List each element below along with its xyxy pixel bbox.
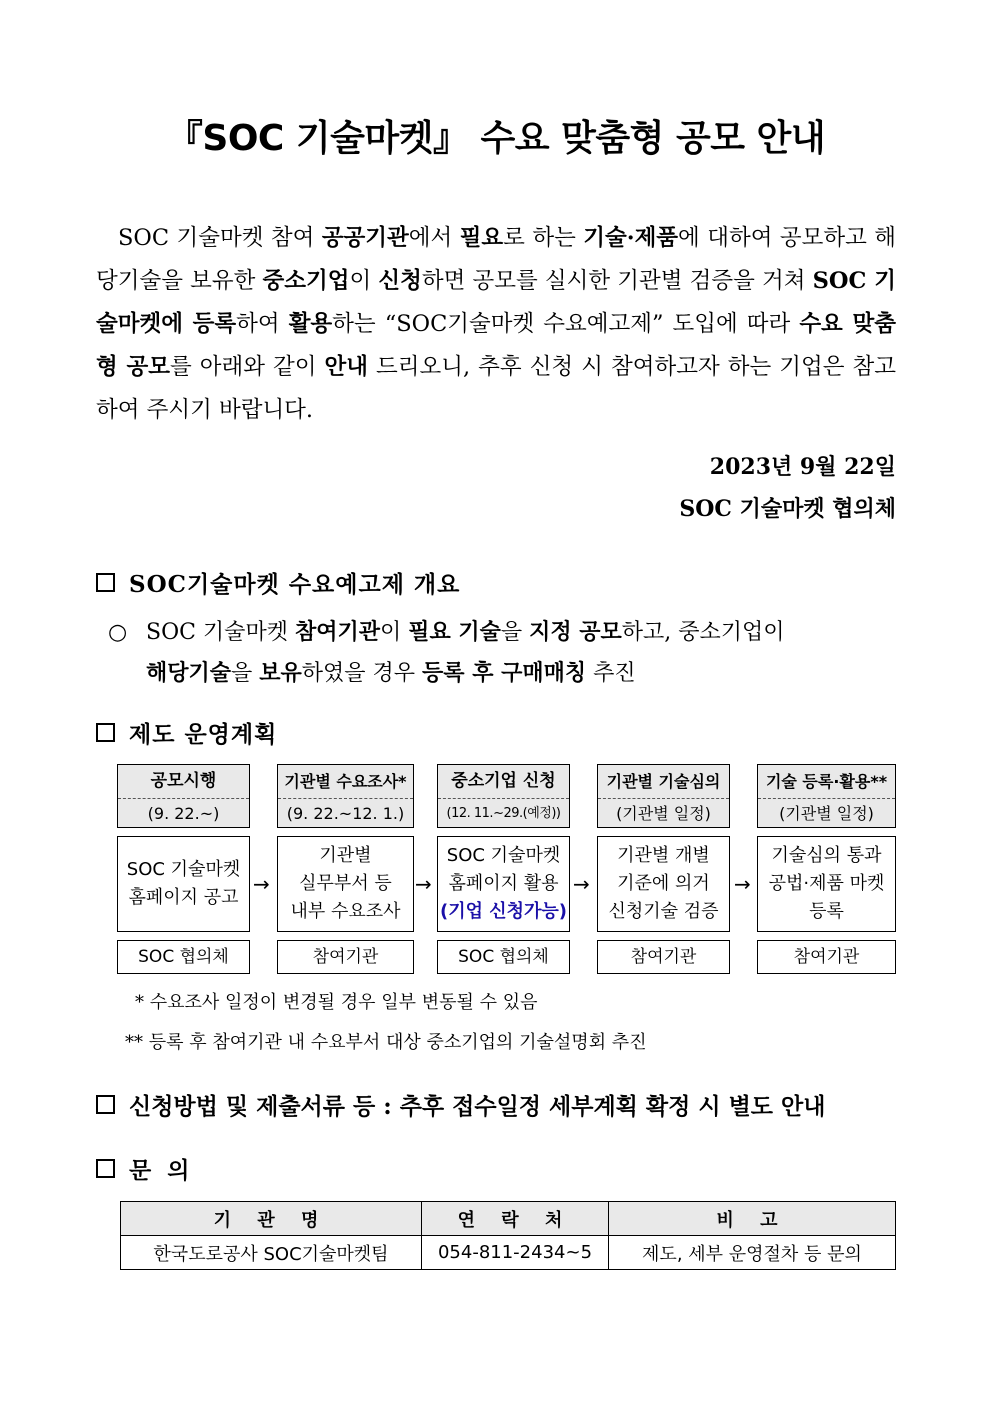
step-header [757, 764, 896, 828]
step-name: 기관별 기술심의 [598, 765, 729, 799]
issuer-org: SOC 기술마켓 협의체 [679, 496, 896, 522]
step-header [437, 764, 570, 828]
arrow-right-icon: → [573, 872, 590, 896]
step-period: (9. 22.~) [147, 804, 220, 823]
step-name: 기관별 수요조사* [278, 765, 413, 799]
step-period: (기관별 일정) [616, 804, 711, 823]
step-period: (기관별 일정) [779, 804, 874, 823]
section-plan-heading: 제도 운영계획 [96, 716, 277, 749]
footnote-2: ** 등록 후 참여기관 내 수요부서 대상 중소기업의 기술설명회 추진 [125, 1032, 647, 1053]
step-description: 기관별 개별 기준에 의거 신청기술 검증 [597, 836, 730, 932]
issue-date: 2023년 9월 22일 [709, 454, 896, 480]
step-period: (9. 22.~12. 1.) [286, 804, 405, 823]
section-overview-heading: SOC기술마켓 수요예고제 개요 [96, 566, 460, 599]
step-description: 기술심의 통과 공법·제품 마켓 등록 [757, 836, 896, 932]
arrow-right-icon: → [734, 872, 751, 896]
note-cell: 제도, 세부 운영절차 등 문의 [609, 1236, 896, 1270]
arrow-right-icon: → [415, 872, 432, 896]
step-name: 기술 등록·활용** [758, 765, 895, 799]
step-owner: 참여기관 [277, 940, 414, 974]
step-owner: 참여기관 [597, 940, 730, 974]
column-header: 기 관 명 [121, 1202, 422, 1236]
column-header: 연 락 처 [422, 1202, 609, 1236]
intro-paragraph: SOC 기술마켓 참여 공공기관에서 필요로 하는 기술·제품에 대하여 공모하고 해당기술을 보유한 중소기업이 신청하면 공모를 실시한 기관별 검증을 거쳐 SOC 기술마켓에 등록하여 활용하는 “SOC기술마켓 수요예고제” 도입에 따라 수요 맞춤형 공모를 아래와 같이 안내 드리오니, 추후 신청 시 참여하고자 하는 기업은 참고하여 주시기 바랍니다. [96, 225, 897, 423]
circle-bullet-icon: ○ [108, 620, 128, 645]
table-header-row [121, 1202, 896, 1236]
step-header [277, 764, 414, 828]
section-contact-heading: 문 의 [96, 1152, 189, 1185]
step-description: SOC 기술마켓 홈페이지 공고 [117, 836, 250, 932]
checkbox-square-icon [96, 1095, 115, 1114]
contact-table [120, 1201, 896, 1270]
step-owner: SOC 협의체 [117, 940, 250, 974]
step-description: SOC 기술마켓 홈페이지 활용 (기업 신청가능) [437, 836, 570, 932]
page-title: 『SOC 기술마켓』 수요 맞춤형 공모 안내 [166, 118, 826, 159]
step-owner: 참여기관 [757, 940, 896, 974]
overview-bullet: ○ SOC 기술마켓 참여기관이 필요 기술을 지정 공모하고, 중소기업이 해당기술을 보유하였을 경우 등록 후 구매매칭 추진 [108, 612, 898, 694]
checkbox-square-icon [96, 723, 115, 742]
footnote-1: * 수요조사 일정이 변경될 경우 일부 변동될 수 있음 [135, 992, 538, 1013]
checkbox-square-icon [96, 1159, 115, 1178]
column-header: 비 고 [609, 1202, 896, 1236]
step-name: 중소기업 신청 [438, 765, 569, 799]
apply-available-highlight: (기업 신청가능) [439, 901, 568, 922]
step-period: (12. 11.~29.(예정)) [446, 806, 561, 821]
step-owner: SOC 협의체 [437, 940, 570, 974]
table-row [121, 1236, 896, 1270]
step-header [117, 764, 250, 828]
section-application-heading: 신청방법 및 제출서류 등 : 추후 접수일정 세부계획 확정 시 별도 안내 [96, 1088, 825, 1121]
step-description: 기관별 실무부서 등 내부 수요조사 [277, 836, 414, 932]
arrow-right-icon: → [253, 872, 270, 896]
step-name: 공모시행 [118, 765, 249, 799]
checkbox-square-icon [96, 573, 115, 592]
org-cell: 한국도로공사 SOC기술마켓팀 [121, 1236, 422, 1270]
phone-cell: 054-811-2434~5 [422, 1236, 609, 1270]
step-header [597, 764, 730, 828]
